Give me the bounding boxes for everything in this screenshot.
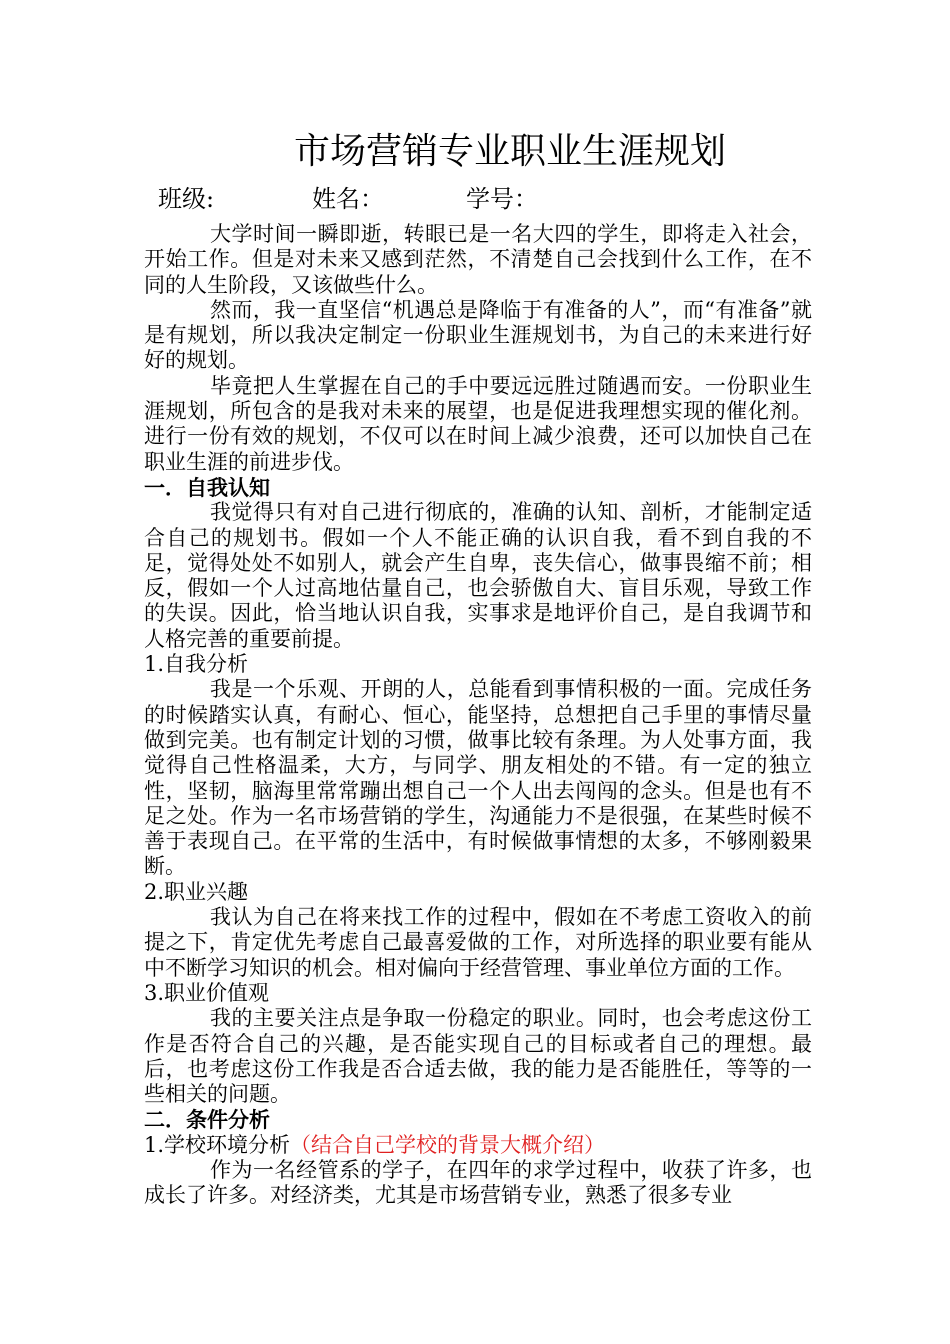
school-environment-note: 结合自己学校的背景大概介绍 [311,1132,585,1157]
school-environment-title: 1.学校环境分析 [144,1132,291,1157]
name-label: 姓名： [312,185,384,213]
note-open-paren: （ [290,1132,312,1157]
subheading-self-analysis: 1.自我分析 [144,652,249,677]
intro-paragraph-2: 然而，我一直坚信“机遇总是降临于有准备的人”，而“有准备”就是有规划，所以我决定制定一份职业生涯规划书，为自己的未来进行好好的规划。 [144,297,812,373]
school-environment-paragraph: 作为一名经管系的学子，在四年的求学过程中，收获了许多，也成长了许多。对经济类，尤其是市场营销专业，熟悉了很多专业 [144,1157,812,1208]
self-analysis-paragraph: 我是一个乐观、开朗的人，总能看到事情积极的一面。完成任务的时候踏实认真，有耐心、恒心，能坚持，总想把自己手里的事情尽量做到完美。也有制定计划的习惯，做事比较有条理。为人处事方面，我觉得自己性格温柔，大方，与同学、朋友相处的不错。有一定的独立性，坚韧，脑海里常常蹦出想自己一个人出去闯闯的念头。但是也有不足之处。作为一名市场营销的学生，沟通能力不是很强，在某些时候不善于表现自己。在平常的生活中，有时候做事情想的太多，不够刚毅果断。 [144,677,812,879]
career-values-paragraph: 我的主要关注点是争取一份稳定的职业。同时，也会考虑这份工作是否符合自己的兴趣，是否能实现自己的目标或者自己的理想。最后，也考虑这份工作我是否合适去做，我的能力是否能胜任，等等的一些相关的问题。 [144,1006,812,1107]
subheading-school-environment [144,1133,812,1158]
self-awareness-paragraph: 我觉得只有对自己进行彻底的，准确的认知、剖析，才能制定适合自己的规划书。假如一个人不能正确的认识自我，看不到自我的不足，觉得处处不如别人，就会产生自卑，丧失信心，做事畏缩不前；相反，假如一个人过高地估量自己，也会骄傲自大、盲目乐观，导致工作的失误。因此，恰当地认识自我，实事求是地评价自己，是自我调节和人格完善的重要前提。 [144,500,812,651]
subheading-career-interest: 2.职业兴趣 [144,879,249,904]
intro-paragraph-1: 大学时间一瞬即逝，转眼已是一名大四的学生，即将走入社会，开始工作。但是对未来又感到茫然，不清楚自己会找到什么工作，在不同的人生阶段，又该做些什么。 [144,222,812,297]
section-heading-self-awareness: 一．自我认知 [144,474,270,500]
subheading-career-values: 3.职业价值观 [144,980,270,1005]
document-body [144,222,812,1209]
note-close-paren: ） [584,1132,606,1157]
section-heading-condition-analysis: 二．条件分析 [144,1107,270,1133]
student-id-label: 学号： [466,185,538,213]
document-title: 市场营销专业职业生涯规划 [293,131,726,172]
intro-paragraph-3: 毕竟把人生掌握在自己的手中要远远胜过随遇而安。一份职业生涯规划，所包含的是我对未来的展望，也是促进我理想实现的催化剂。进行一份有效的规划，不仅可以在时间上减少浪费，还可以加快自己在职业生涯的前进步伐。 [144,373,812,474]
class-label: 班级: [158,185,215,213]
career-interest-paragraph: 我认为自己在将来找工作的过程中，假如在不考虑工资收入的前提之下，肯定优先考虑自己最喜爱做的工作，对所选择的职业要有能从中不断学习知识的机会。相对偏向于经营管理、事业单位方面的工作。 [144,905,812,980]
